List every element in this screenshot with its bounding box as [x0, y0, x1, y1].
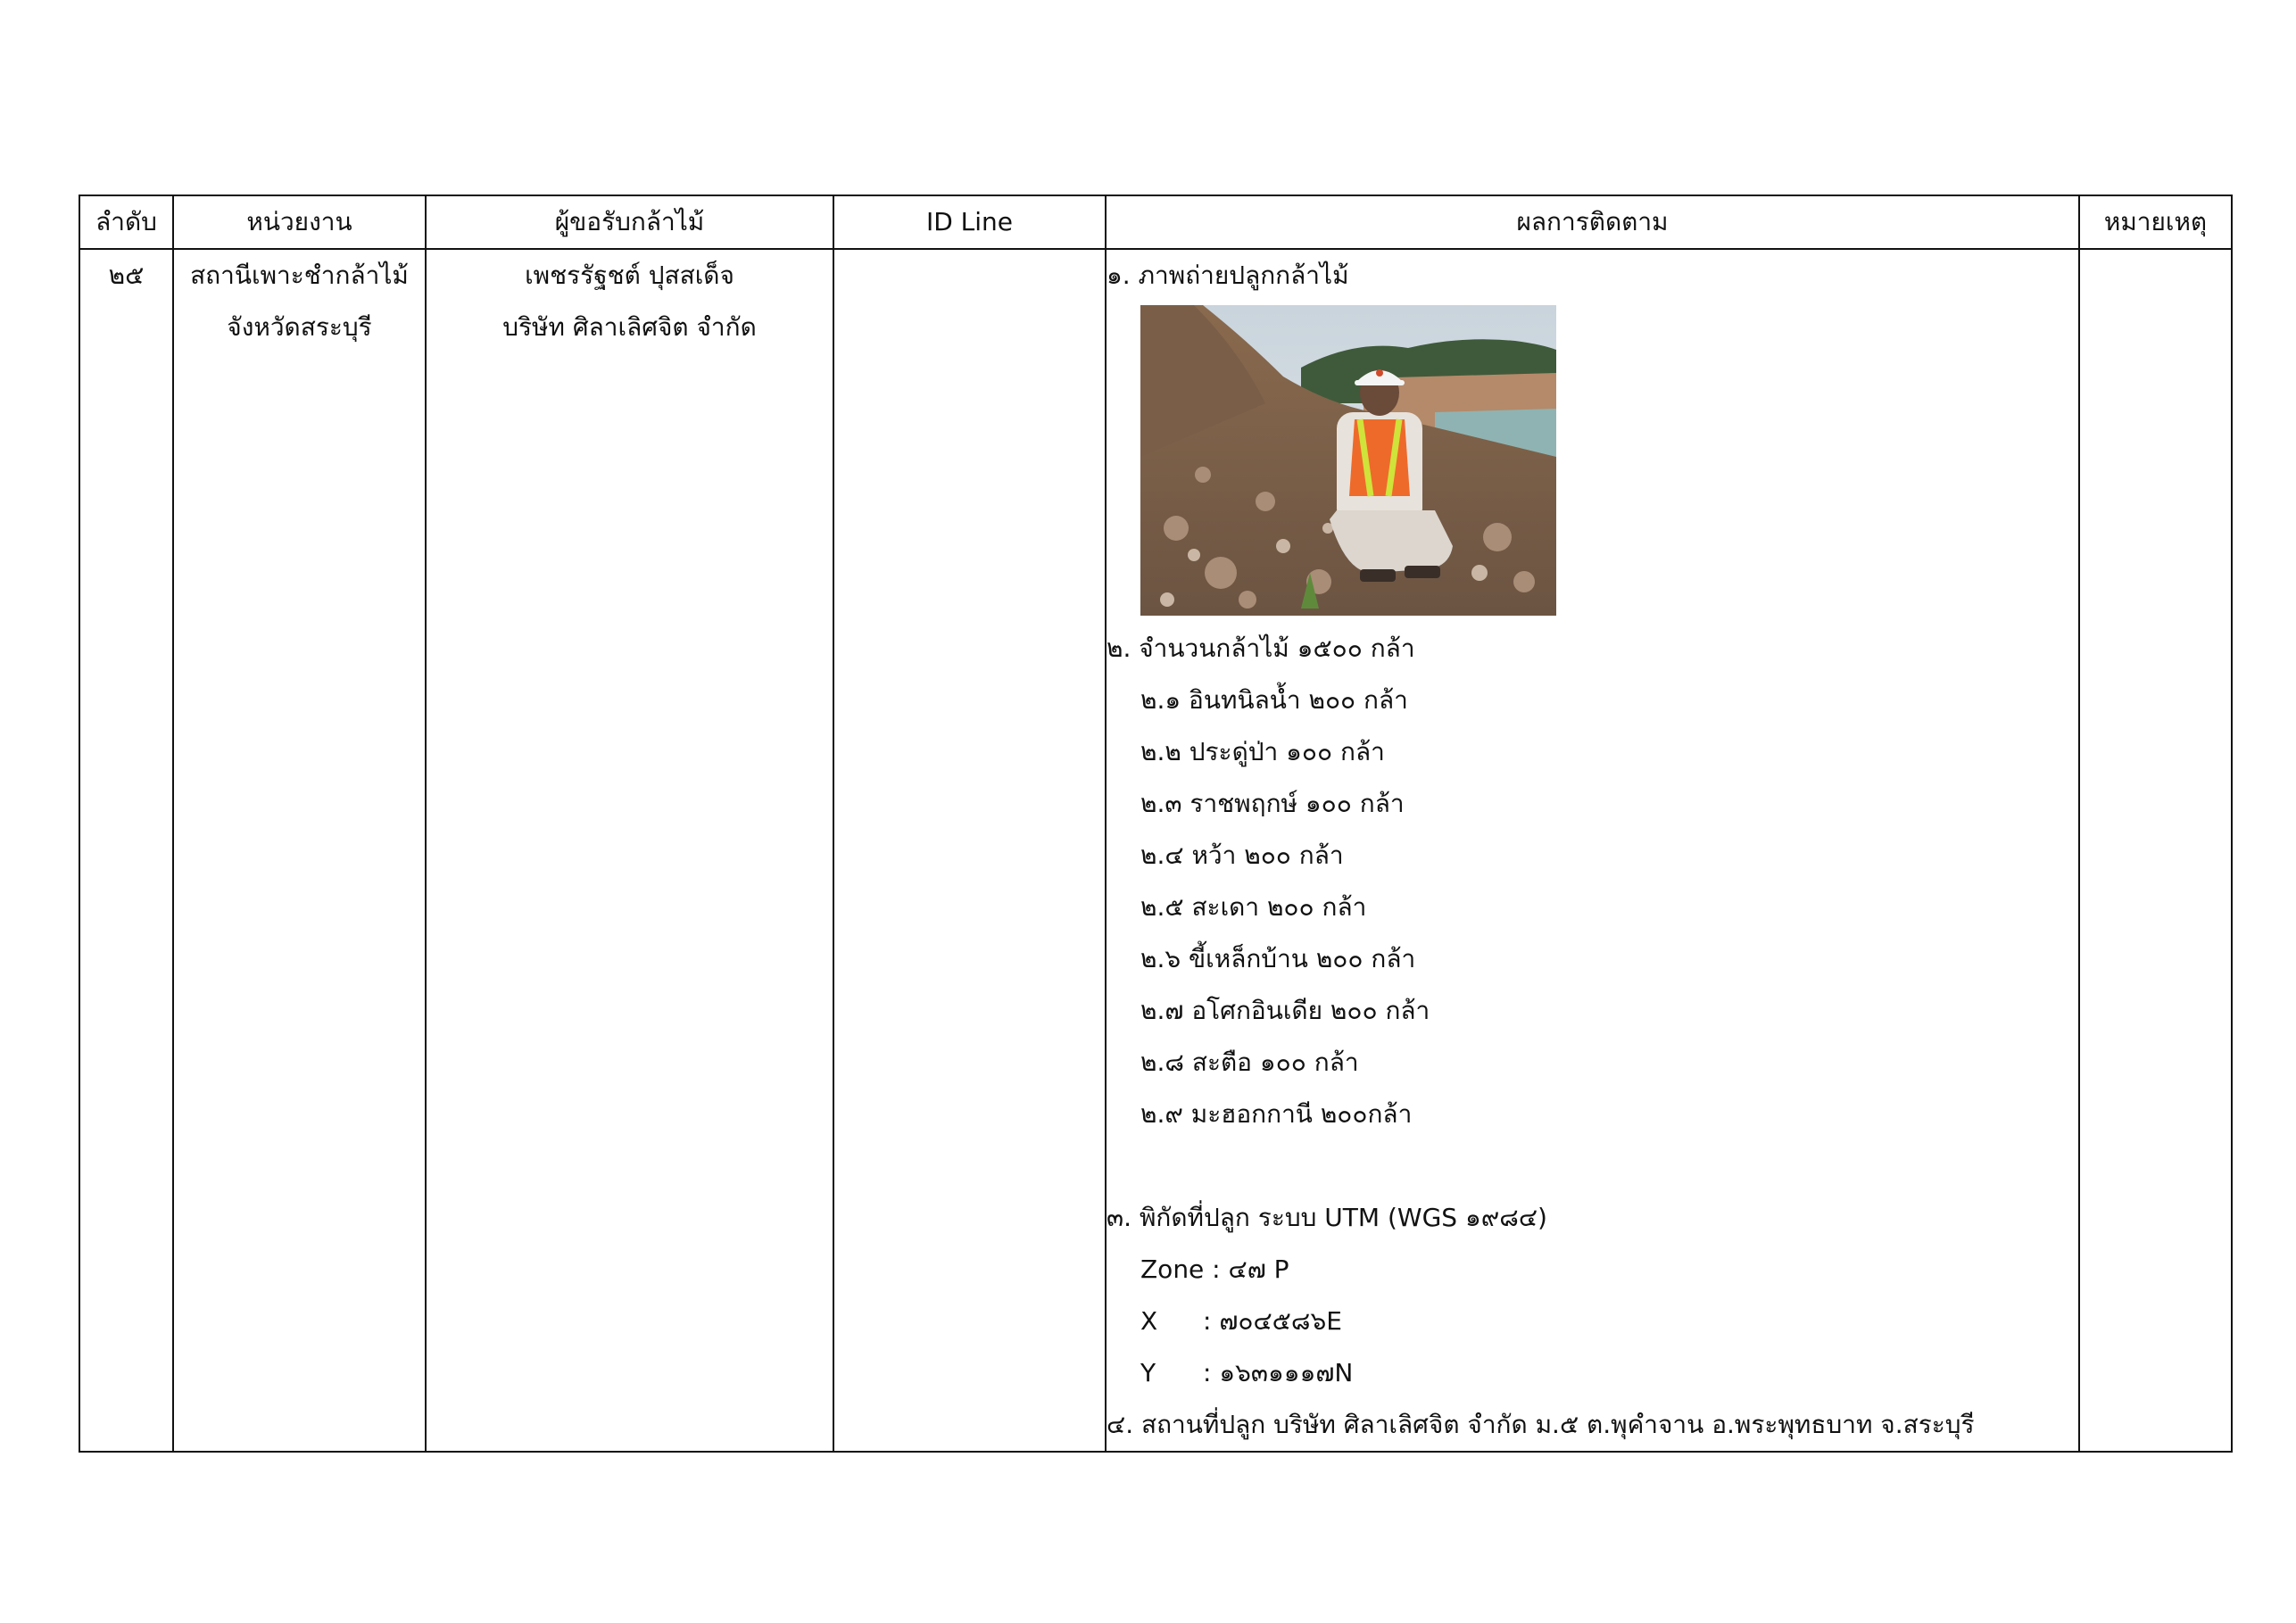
cell-results: [1106, 249, 2079, 1452]
cell-remarks: [2079, 249, 2232, 1452]
header-row: [79, 195, 2232, 249]
list-item: ๒.๓ ราชพฤกษ์ ๑๐๐ กล้า: [1140, 789, 1405, 818]
cell-id-line: [833, 249, 1106, 1452]
header-results: ผลการติดตาม: [1106, 195, 2079, 249]
table-row: [79, 249, 2232, 1452]
agency-name: สถานีเพาะชำกล้าไม้: [190, 261, 409, 290]
header-agency: หน่วยงาน: [173, 195, 426, 249]
header-remarks: หมายเหตุ: [2079, 195, 2232, 249]
list-item: ๒.๘ สะตือ ๑๐๐ กล้า: [1140, 1047, 1359, 1077]
utm-zone: Zone : ๔๗ P: [1140, 1255, 1289, 1284]
utm-x: [1107, 1296, 2078, 1347]
list-item: ๒.๕ สะเดา ๒๐๐ กล้า: [1140, 892, 1367, 922]
report-table-wrapper: [79, 195, 2231, 1437]
utm-y-value: : ๑๖๓๑๑๑๗N: [1203, 1358, 1354, 1387]
cell-seq: [79, 249, 173, 1452]
list-item: ๒.๔ หว้า ๒๐๐ กล้า: [1140, 840, 1344, 870]
utm-y-label: Y: [1140, 1358, 1156, 1387]
planting-location: ๔. สถานที่ปลูก บริษัท ศิลาเลิศจิต จำกัด ม.๕ ต.พุคำจาน อ.พระพุทธบาท จ.สระบุรี: [1107, 1410, 1975, 1439]
spacer: [1107, 1140, 2078, 1192]
tree-seedling-report-table: [79, 195, 2233, 1453]
planting-photo-icon: [1140, 305, 1556, 616]
utm-x-label: X: [1140, 1306, 1158, 1336]
list-item: ๒.๙ มะฮอกกานี ๒๐๐กล้า: [1140, 1099, 1413, 1129]
header-id-line: ID Line: [833, 195, 1106, 249]
photo-heading: ๑. ภาพถ่ายปลูกกล้าไม้: [1107, 261, 1349, 290]
coord-heading: ๓. พิกัดที่ปลูก ระบบ UTM (WGS ๑๙๘๔): [1107, 1203, 1547, 1232]
cell-recipient: [426, 249, 833, 1452]
agency-province: จังหวัดสระบุรี: [227, 312, 372, 342]
cell-agency: [173, 249, 426, 1452]
header-seq: ลำดับ: [79, 195, 173, 249]
recipient-company: บริษัท ศิลาเลิศจิต จำกัด: [502, 312, 757, 342]
recipient-name: เพชรรัฐชต์ ปุสสเด็จ: [525, 261, 734, 290]
count-heading: ๒. จำนวนกล้าไม้ ๑๕๐๐ กล้า: [1107, 633, 1415, 663]
list-item: ๒.๑ อินทนิลน้ำ ๒๐๐ กล้า: [1140, 685, 1408, 715]
seq-number: ๒๕: [108, 261, 145, 290]
utm-y: [1107, 1347, 2078, 1399]
list-item: ๒.๒ ประดู่ป่า ๑๐๐ กล้า: [1140, 737, 1385, 766]
list-item: ๒.๖ ขี้เหล็กบ้าน ๒๐๐ กล้า: [1140, 944, 1416, 973]
header-recipient: ผู้ขอรับกล้าไม้: [426, 195, 833, 249]
list-item: ๒.๗ อโศกอินเดีย ๒๐๐ กล้า: [1140, 996, 1430, 1025]
utm-x-value: : ๗๐๔๕๘๖E: [1203, 1306, 1342, 1336]
